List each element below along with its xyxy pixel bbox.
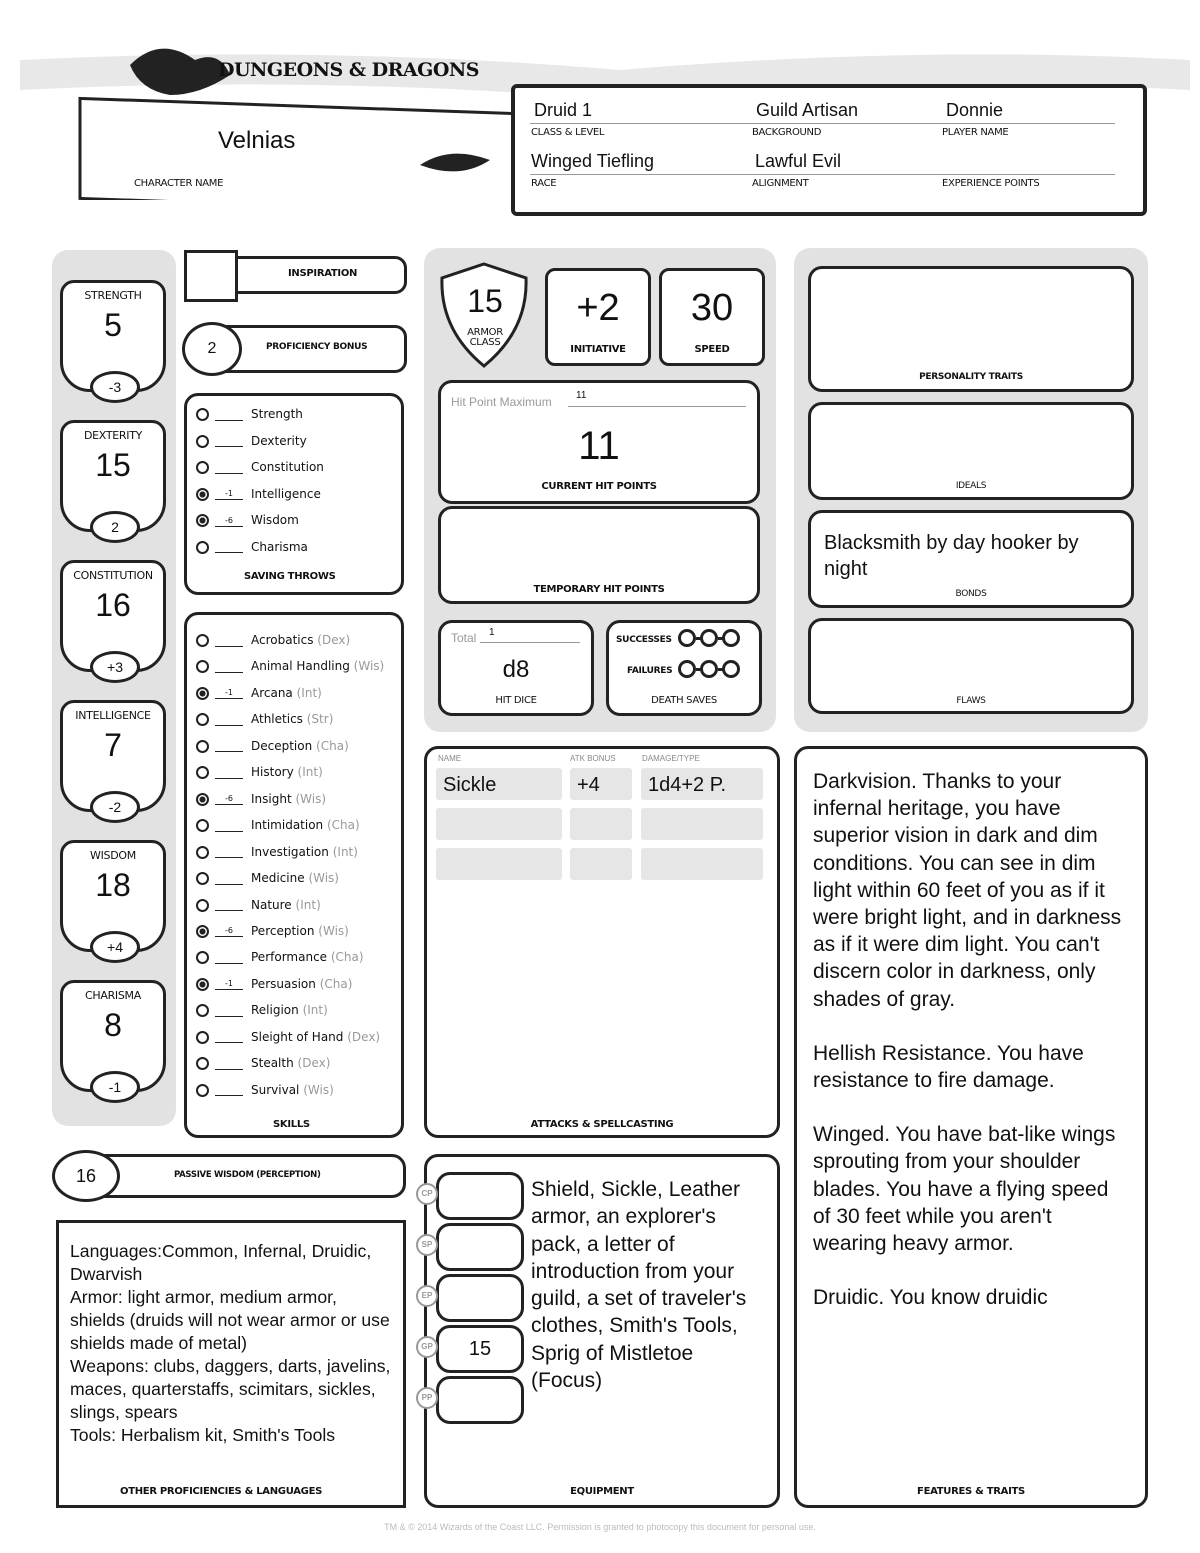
background-label: BACKGROUND — [752, 127, 822, 138]
saving-throw-name: Charisma — [251, 539, 308, 554]
failure-check[interactable] — [700, 660, 718, 678]
proficiency-dot[interactable] — [196, 819, 209, 832]
proficiency-dot[interactable] — [196, 687, 209, 700]
proficiency-dot[interactable] — [196, 514, 209, 527]
ability-constitution — [60, 560, 166, 675]
proficiency-dot[interactable] — [196, 872, 209, 885]
skill-value[interactable] — [215, 740, 243, 752]
skill-value[interactable] — [215, 1084, 243, 1096]
skill-attribute: (Int) — [332, 844, 358, 859]
attacks-box — [424, 746, 780, 1138]
skill-value[interactable] — [215, 714, 243, 726]
skill-attribute: (Wis) — [353, 659, 385, 674]
attacks-col-bonus: ATK BONUS — [570, 754, 616, 763]
failures-label: FAILURES — [627, 666, 673, 676]
saving-throw-name: Constitution — [251, 460, 324, 474]
attack-bonus-cell[interactable] — [570, 848, 632, 880]
initiative-value[interactable]: +2 — [576, 287, 620, 329]
skill-row — [196, 632, 350, 648]
skill-row — [196, 870, 339, 886]
coin-gp-field[interactable]: 15 — [436, 1325, 524, 1373]
skill-value[interactable] — [215, 899, 243, 911]
skill-row — [196, 685, 322, 701]
attack-damage-cell[interactable] — [641, 848, 763, 880]
current-hp-label: CURRENT HIT POINTS — [541, 481, 657, 492]
skill-name: Perception — [251, 923, 315, 938]
hit-dice-total-value[interactable]: 1 — [489, 627, 495, 638]
saving-throw-row — [196, 406, 303, 422]
failures-checks[interactable] — [680, 660, 740, 678]
other-proficiencies-label: OTHER PROFICIENCIES & LANGUAGES — [120, 1486, 323, 1497]
skill-attribute: (Wis) — [308, 871, 339, 886]
ability-name: WISDOM — [90, 849, 136, 862]
player-name-value[interactable]: Donnie — [946, 100, 1004, 120]
skill-attribute: (Dex) — [347, 1029, 381, 1044]
proficiency-dot[interactable] — [196, 488, 209, 501]
ability-score[interactable]: 18 — [95, 867, 131, 903]
temp-hp-label: TEMPORARY HIT POINTS — [533, 584, 665, 595]
skill-row — [196, 976, 352, 992]
success-check[interactable] — [722, 629, 740, 647]
skill-name: Acrobatics — [251, 633, 314, 647]
skill-row — [196, 1082, 334, 1098]
skill-attribute: (Cha) — [316, 738, 349, 753]
class-level-value[interactable]: Druid 1 — [534, 100, 593, 120]
proficiency-dot[interactable] — [196, 925, 209, 938]
feature-paragraph: Darkvision. Thanks to your infernal heritage, you have superior vision in dark and dim conditions. You can see in dim light within 60 feet of you as if it were bright light, and in darkness as if it were dim light. You can't discern color in darkness, only shades of gray. — [813, 770, 1122, 1011]
equipment-text[interactable]: Shield, Sickle, Leather armor, an explorer's pack, a letter of introduction from your guild, a set of traveler's clothes, Smith's Tools, Sprig of Mistletoe (Focus) — [531, 1178, 747, 1393]
skill-value[interactable]: -6 — [215, 925, 243, 937]
initiative-label: INITIATIVE — [570, 344, 626, 355]
attack-name-cell[interactable]: Sickle — [436, 768, 562, 800]
skill-name: Deception — [251, 738, 313, 753]
skill-row — [196, 791, 326, 807]
coin-gp-label: GP — [416, 1336, 438, 1358]
alignment-label: ALIGNMENT — [752, 178, 809, 189]
proficiency-dot[interactable] — [196, 634, 209, 647]
skill-row — [196, 1029, 380, 1045]
successes-checks[interactable] — [680, 629, 740, 647]
character-name-label: CHARACTER NAME — [134, 178, 224, 189]
coin-sp-label: SP — [416, 1234, 438, 1256]
ability-strength — [60, 280, 166, 395]
proficiency-line: Armor: light armor, medium armor, shields (druids will not wear armor or use shields made of metal) — [70, 1287, 390, 1353]
success-check[interactable] — [700, 629, 718, 647]
armor-class-value[interactable]: 15 — [467, 283, 503, 319]
skill-value[interactable] — [215, 1031, 243, 1043]
proficiency-dot[interactable] — [196, 408, 209, 421]
skill-value[interactable]: -1 — [215, 687, 243, 699]
skill-attribute: (Int) — [295, 897, 321, 912]
saving-throw-row — [196, 486, 321, 502]
player-name-label: PLAYER NAME — [942, 127, 1009, 138]
skill-row — [196, 817, 360, 833]
proficiency-dot[interactable] — [196, 1084, 209, 1097]
skill-attribute: (Str) — [306, 712, 334, 727]
skill-value[interactable] — [215, 873, 243, 885]
skill-name: Arcana — [251, 685, 293, 700]
coin-sp-field[interactable] — [436, 1223, 524, 1271]
armor-class-label: ARMOR CLASS — [467, 327, 503, 348]
skills-label: SKILLS — [273, 1119, 310, 1130]
proficiency-value[interactable]: 2 — [182, 322, 242, 376]
skill-attribute: (Wis) — [318, 923, 349, 938]
ability-modifier[interactable]: 2 — [90, 511, 140, 543]
attack-bonus-cell[interactable] — [570, 808, 632, 840]
saving-throw-value[interactable] — [215, 409, 243, 421]
hp-max-label: Hit Point Maximum — [451, 395, 552, 409]
skill-row — [196, 844, 358, 860]
attacks-label: ATTACKS & SPELLCASTING — [530, 1119, 674, 1130]
speed-value[interactable]: 30 — [690, 287, 734, 329]
skill-row — [196, 711, 333, 727]
skill-name: Religion — [251, 1003, 299, 1018]
proficiency-dot[interactable] — [196, 899, 209, 912]
proficiency-dot[interactable] — [196, 1004, 209, 1017]
ability-modifier[interactable]: -3 — [90, 371, 140, 403]
attack-name-cell[interactable] — [436, 848, 562, 880]
skill-name: Intimidation — [251, 818, 324, 833]
skill-name: Athletics — [251, 712, 303, 727]
attack-bonus-cell[interactable]: +4 — [570, 768, 632, 800]
proficiency-dot[interactable] — [196, 951, 209, 964]
saving-throw-name: Wisdom — [251, 513, 299, 527]
skill-name: Investigation — [251, 844, 329, 859]
hit-dice-value[interactable]: d8 — [502, 656, 530, 683]
success-check[interactable] — [678, 629, 696, 647]
successes-label: SUCCESSES — [616, 635, 672, 645]
footer-copyright: TM & © 2014 Wizards of the Coast LLC. Permission is granted to photocopy this document for personal use. — [384, 1522, 816, 1532]
skill-attribute: (Cha) — [327, 818, 360, 833]
skill-name: Persuasion — [251, 976, 316, 991]
proficiency-dot[interactable] — [196, 766, 209, 779]
race-value[interactable]: Winged Tiefling — [531, 151, 655, 171]
features-text[interactable] — [813, 768, 1131, 1311]
skill-name: Sleight of Hand — [251, 1029, 344, 1044]
saving-throw-name: Strength — [251, 407, 303, 421]
skill-row — [196, 1002, 328, 1018]
proficiency-dot[interactable] — [196, 740, 209, 753]
skill-value[interactable] — [215, 952, 243, 964]
proficiency-dot[interactable] — [196, 793, 209, 806]
ability-name: CHARISMA — [85, 989, 141, 1002]
skill-attribute: (Wis) — [295, 791, 327, 806]
saving-throw-name: Intelligence — [251, 486, 321, 501]
skill-row — [196, 949, 364, 965]
bonds-value[interactable]: Blacksmith by day hooker by night — [824, 532, 1079, 580]
saving-throw-row — [196, 433, 307, 449]
skill-attribute: (Wis) — [303, 1082, 334, 1097]
feature-paragraph: Winged. You have bat-like wings sprouting from your shoulder blades. You have a flying speed of 30 feet while you aren't wearing heavy armor. — [813, 1123, 1116, 1256]
skill-row — [196, 897, 321, 913]
attacks-col-name: NAME — [438, 754, 462, 763]
skill-attribute: (Dex) — [297, 1056, 331, 1071]
failure-check[interactable] — [722, 660, 740, 678]
proficiency-dot[interactable] — [196, 1057, 209, 1070]
inspiration-label: INSPIRATION — [288, 268, 358, 279]
experience-points-label: EXPERIENCE POINTS — [942, 178, 1040, 189]
skill-name: Medicine — [251, 871, 305, 886]
ability-score[interactable]: 15 — [95, 447, 131, 483]
skill-attribute: (Cha) — [330, 950, 364, 965]
alignment-value[interactable]: Lawful Evil — [755, 151, 842, 171]
proficiency-dot[interactable] — [196, 846, 209, 859]
skill-attribute: (Dex) — [317, 633, 351, 647]
speed-label: SPEED — [694, 344, 730, 355]
saving-throw-row — [196, 539, 308, 555]
feature-paragraph: Hellish Resistance. You have resistance to fire damage. — [813, 1041, 1084, 1093]
proficiency-label: PROFICIENCY BONUS — [266, 342, 368, 352]
coin-ep-field[interactable] — [436, 1274, 524, 1322]
skill-value[interactable] — [215, 1005, 243, 1017]
ability-score[interactable]: 5 — [104, 307, 122, 343]
saving-throw-value[interactable] — [215, 435, 243, 447]
saving-throw-value[interactable]: -1 — [215, 488, 243, 500]
passive-wisdom-label: PASSIVE WISDOM (PERCEPTION) — [174, 1170, 321, 1180]
equipment-label: EQUIPMENT — [570, 1486, 634, 1497]
proficiency-dot[interactable] — [196, 461, 209, 474]
skill-value[interactable] — [215, 820, 243, 832]
ability-modifier[interactable]: -2 — [90, 791, 140, 823]
saving-throws-label: SAVING THROWS — [244, 571, 336, 582]
ability-modifier[interactable]: +3 — [90, 651, 140, 683]
proficiency-dot[interactable] — [196, 1031, 209, 1044]
saving-throw-name: Dexterity — [251, 433, 307, 448]
skill-name: Survival — [251, 1082, 300, 1097]
skill-row — [196, 658, 384, 674]
coin-pp-label: PP — [416, 1387, 438, 1409]
death-saves-label: DEATH SAVES — [651, 695, 717, 706]
proficiency-dot[interactable] — [196, 435, 209, 448]
skill-name: Performance — [251, 950, 328, 965]
saving-throw-row — [196, 459, 324, 475]
skill-value[interactable] — [215, 661, 243, 673]
coin-cp-field[interactable] — [436, 1172, 524, 1220]
attack-damage-cell[interactable]: 1d4+2 P. — [641, 768, 763, 800]
ability-intelligence — [60, 700, 166, 815]
ability-name: DEXTERITY — [83, 429, 143, 442]
attack-name-cell[interactable] — [436, 808, 562, 840]
flaws-label: FLAWS — [956, 696, 986, 706]
proficiency-dot[interactable] — [196, 713, 209, 726]
attack-damage-cell[interactable] — [641, 808, 763, 840]
skill-attribute: (Int) — [296, 685, 322, 700]
feature-paragraph: Druidic. You know druidic — [813, 1286, 1048, 1310]
skill-name: Nature — [251, 897, 292, 912]
skill-row — [196, 738, 349, 754]
proficiency-dot[interactable] — [196, 978, 209, 991]
proficiency-line: Languages:Common, Infernal, Druidic, Dwarvish — [70, 1241, 372, 1284]
ability-name: INTELLIGENCE — [75, 709, 151, 722]
personality-traits-label: PERSONALITY TRAITS — [919, 372, 1023, 382]
proficiency-line: Tools: Herbalism kit, Smith's Tools — [70, 1425, 336, 1445]
ability-dexterity — [60, 420, 166, 535]
ability-modifier[interactable]: +4 — [90, 931, 140, 963]
coin-pp-field[interactable] — [436, 1376, 524, 1424]
skill-value[interactable] — [215, 846, 243, 858]
failure-check[interactable] — [678, 660, 696, 678]
hit-dice-label: HIT DICE — [495, 695, 537, 706]
skill-value[interactable] — [215, 635, 243, 647]
background-value[interactable]: Guild Artisan — [756, 100, 859, 120]
skill-value[interactable]: -6 — [215, 793, 243, 805]
skill-row — [196, 923, 349, 939]
saving-throw-value[interactable] — [215, 462, 243, 474]
saving-throw-row — [196, 512, 299, 528]
ability-score[interactable]: 7 — [104, 727, 122, 763]
skill-row — [196, 764, 323, 780]
hit-dice-total-label: Total — [451, 631, 477, 645]
skill-name: Insight — [251, 791, 292, 806]
skill-attribute: (Cha) — [319, 976, 353, 991]
class-level-label: CLASS & LEVEL — [531, 127, 605, 138]
passive-wisdom-value[interactable]: 16 — [52, 1150, 120, 1202]
logo-text: DUNGEONS & DRAGONS — [218, 59, 480, 81]
other-proficiencies-text[interactable] — [70, 1240, 392, 1447]
proficiency-line: Weapons: clubs, daggers, darts, javelins, maces, quarterstaffs, scimitars, sickles, slings, spears — [70, 1356, 391, 1422]
attacks-col-damage: DAMAGE/TYPE — [642, 754, 700, 763]
skill-attribute: (Int) — [297, 765, 323, 780]
ability-name: CONSTITUTION — [73, 569, 153, 582]
ability-charisma — [60, 980, 166, 1095]
bonds-label: BONDS — [955, 589, 987, 599]
skill-row — [196, 1055, 330, 1071]
ideals-label: IDEALS — [955, 481, 987, 491]
proficiency-dot[interactable] — [196, 541, 209, 554]
skill-value[interactable] — [215, 767, 243, 779]
saving-throw-value[interactable] — [215, 541, 243, 553]
current-hp-value[interactable]: 11 — [578, 424, 620, 468]
character-name-value[interactable]: Velnias — [218, 127, 296, 154]
hp-max-value[interactable]: 11 — [576, 390, 587, 401]
ability-name: STRENGTH — [84, 289, 142, 302]
skill-attribute: (Int) — [302, 1003, 328, 1018]
ability-score[interactable]: 8 — [104, 1007, 122, 1043]
skill-name: Animal Handling — [251, 659, 350, 674]
features-label: FEATURES & TRAITS — [917, 1486, 1025, 1497]
ability-wisdom — [60, 840, 166, 955]
race-label: RACE — [531, 178, 557, 189]
coin-ep-label: EP — [416, 1285, 438, 1307]
inspiration-box[interactable] — [184, 250, 238, 302]
skill-value[interactable]: -1 — [215, 978, 243, 990]
skill-name: History — [251, 765, 294, 780]
skill-name: Stealth — [251, 1056, 294, 1071]
skill-value[interactable] — [215, 1058, 243, 1070]
proficiency-dot[interactable] — [196, 660, 209, 673]
ability-score[interactable]: 16 — [95, 587, 131, 623]
coin-cp-label: CP — [416, 1183, 438, 1205]
saving-throw-value[interactable]: -6 — [215, 515, 243, 527]
ability-modifier[interactable]: -1 — [90, 1071, 140, 1103]
